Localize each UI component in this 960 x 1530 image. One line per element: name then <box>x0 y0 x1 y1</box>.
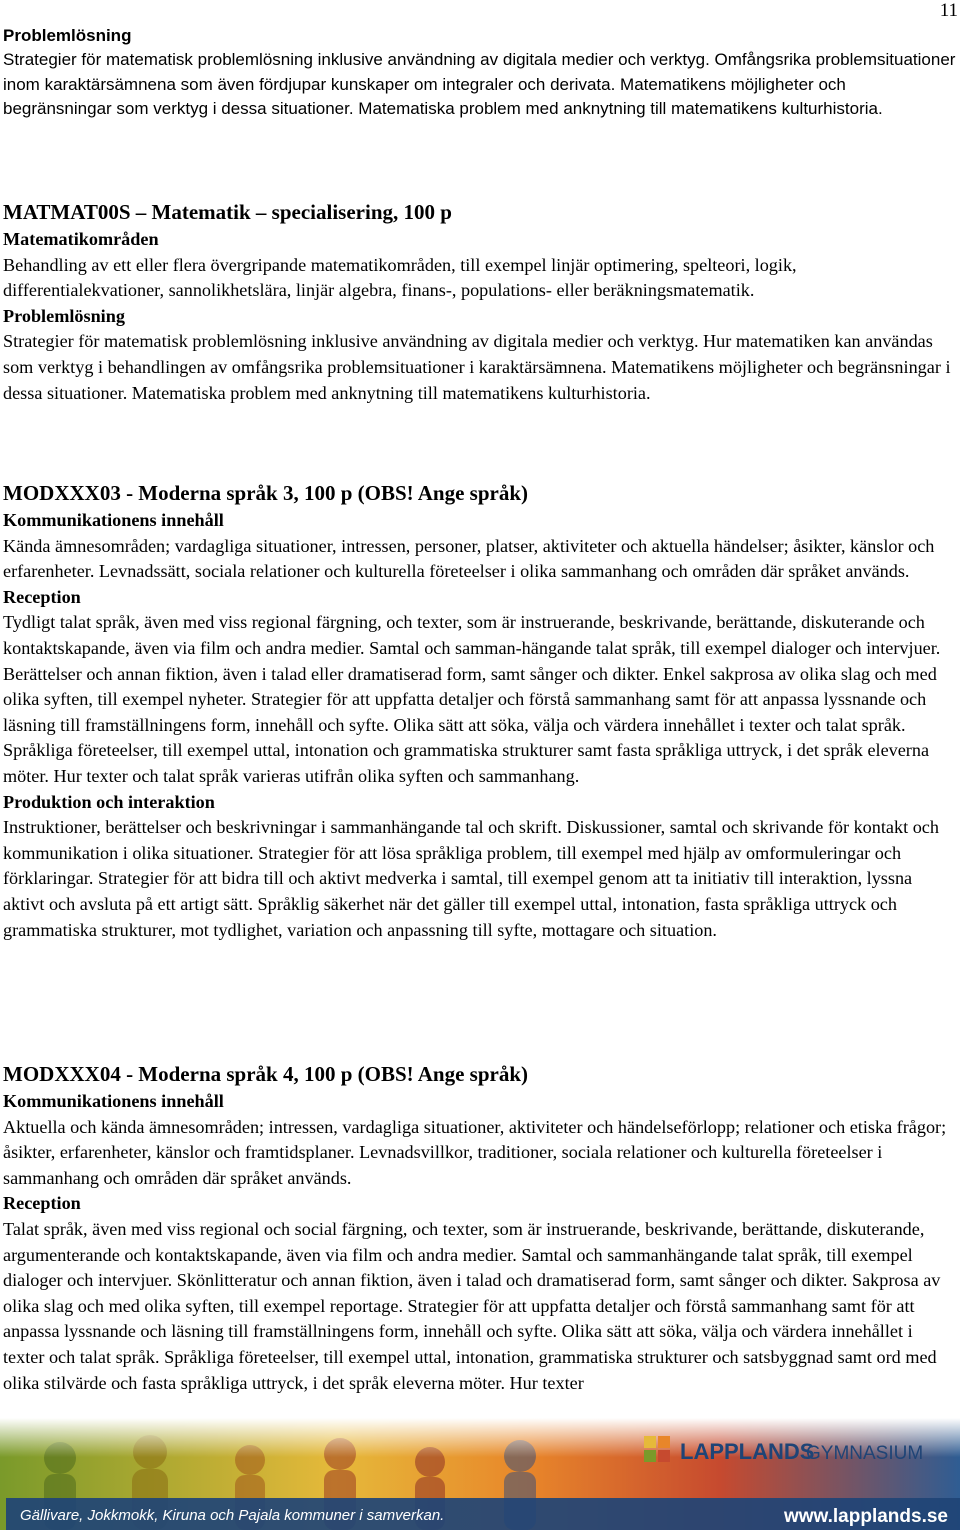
logo-brand-sub: GYMNASIUM <box>806 1443 924 1464</box>
heading-reception: Reception <box>3 1193 81 1214</box>
heading-kommunikation: Kommunikationens innehåll <box>3 510 224 530</box>
heading-problemlosning: Problemlösning <box>3 26 132 45</box>
footer-graphic <box>0 1418 960 1530</box>
heading-produktion: Produktion och interaktion <box>3 791 215 812</box>
heading-reception: Reception <box>3 586 81 607</box>
paragraph: Tydligt talat språk, även med viss regional färgning, och texter, som är instruerande, beskrivande, berättande, diskuterande och kontaktskapande, även via film och andra medier. Samtal och samman-hängande talat språk, till exempel dialoger och intervjuer. Berättelser och annan fiktion, även i talad eller dramatiserad form, samt sånger och dikter. Enkel sakprosa av olika slag och med olika syften, till exempel nyheter. Strategier för att uppfatta detaljer och förstå sammanhang samt för att anpassa lyssnande och läsning till framställningens form, innehåll och syfte. Olika sätt att söka, välja och värdera innehållet i texter och talat språk. Språkliga företeelser, till exempel uttal, intonation och grammatiska strukturer samt fasta språkliga uttryck, i det språk eleverna möter. Hur texter och talat språk varieras utifrån olika syften och sammanhang. <box>3 612 941 786</box>
footer-banner <box>0 1418 960 1530</box>
section-top <box>3 24 957 122</box>
heading-kommunikation: Kommunikationens innehåll <box>3 1091 224 1111</box>
section-matmat <box>3 199 957 406</box>
heading-problemlosning: Problemlösning <box>3 305 125 326</box>
logo-brand: LAPPLANDS <box>680 1439 815 1464</box>
course-title: MODXXX04 - Moderna språk 4, 100 p (OBS! Ange språk) <box>3 1062 529 1086</box>
paragraph: Kända ämnesområden; vardagliga situationer, intressen, personer, platser, aktiviteter och aktuella händelser; åsikter, känslor och erfarenheter. Levnadssätt, sociala relationer och kulturella företeelser i olika sammanhang och områden där språket används. <box>3 535 935 582</box>
page-number: 11 <box>939 0 958 21</box>
paragraph: Instruktioner, berättelser och beskrivningar i sammanhängande tal och skrift. Diskussioner, samtal och skrivande för kontakt och kommunikation i olika situationer. Strategier för att lösa språkliga problem, till exempel med hjälp av omformuleringar och förklaringar. Strategier för att bidra till och aktivt medverka i samtal, till exempel genom att ta initiativ till interaktion, lyssna aktivt och avsluta på ett artigt sätt. Språklig säkerhet när det gäller till exempel uttal, intonation, fasta språkliga uttryck och grammatiska strukturer, mot tydlighet, variation och anpassning till syfte, mottagare och situation. <box>3 817 939 940</box>
course-title: MATMAT00S – Matematik – specialisering, 100 p <box>3 200 452 224</box>
paragraph: Talat språk, även med viss regional och social färgning, och texter, som är instruerande, beskrivande, berättande, diskuterande, argumenterande och kontaktskapande, även via film och andra medier. Samtal och sammanhängande talat språk, till exempel dialoger och intervjuer. Skönlitteratur och annan fiktion, även i talad och dramatiserad form, samt sånger och dikter. Sakprosa av olika slag och med olika syften, till exempel reportage. Strategier för att uppfatta detaljer och förstå sammanhang samt för att anpassa lyssnande och läsning till framställningens form, innehåll och syfte. Olika sätt att söka, välja och värdera innehållet i texter och talat språk. Språkliga företeelser, till exempel uttal, intonation, grammatiska strukturer och satsbyggnad samt ord med olika stilvärde och fasta språkliga uttryck, i det språk eleverna möter. Hur texter <box>3 1218 941 1393</box>
website-url[interactable]: www.lapplands.se <box>783 1506 948 1527</box>
heading-matematikomraden: Matematikområden <box>3 229 159 249</box>
paragraph: Strategier för matematisk problemlösning inklusive användning av digitala medier och verktyg. Omfångsrika problemsituationer inom karaktärsämnena som även fördjupar kunskaper om integraler och derivata. Matematikens möjligheter och begränsningar som verktyg i dessa situationer. Matematiska problem med anknytning till matematikens kulturhistoria. <box>3 50 956 119</box>
paragraph: Behandling av ett eller flera övergripande matematikområden, till exempel linjär optimering, spelteori, logik, differentialekvationer, sannolikhetslära, linjär algebra, finans-, populations- eller beräkningsmatematik. <box>3 254 797 301</box>
paragraph: Strategier för matematisk problemlösning inklusive användning av digitala medier och verktyg. Hur matematiken kan användas som verktyg i behandlingen av omfångsrika problemsituationer i karaktärsämnena. Matematikens möjligheter och begränsningar i dessa situationer. Matematiska problem med anknytning till matematikens kulturhistoria. <box>3 331 951 403</box>
section-mod3 <box>3 480 957 943</box>
course-title: MODXXX03 - Moderna språk 3, 100 p (OBS! Ange språk) <box>3 481 529 505</box>
section-mod4 <box>3 1061 957 1396</box>
paragraph: Aktuella och kända ämnesområden; intressen, vardagliga situationer, aktiviteter och händelseförlopp; relationer och etiska frågor; åsikter, erfarenheter, känslor och framtidsplaner. Levnadsvillkor, traditioner, sociala relationer och kulturella företeelser i sammanhang och områden där språket används. <box>3 1116 947 1188</box>
towns-tagline: Gällivare, Jokkmokk, Kiruna och Pajala kommuner i samverkan. <box>20 1507 445 1524</box>
